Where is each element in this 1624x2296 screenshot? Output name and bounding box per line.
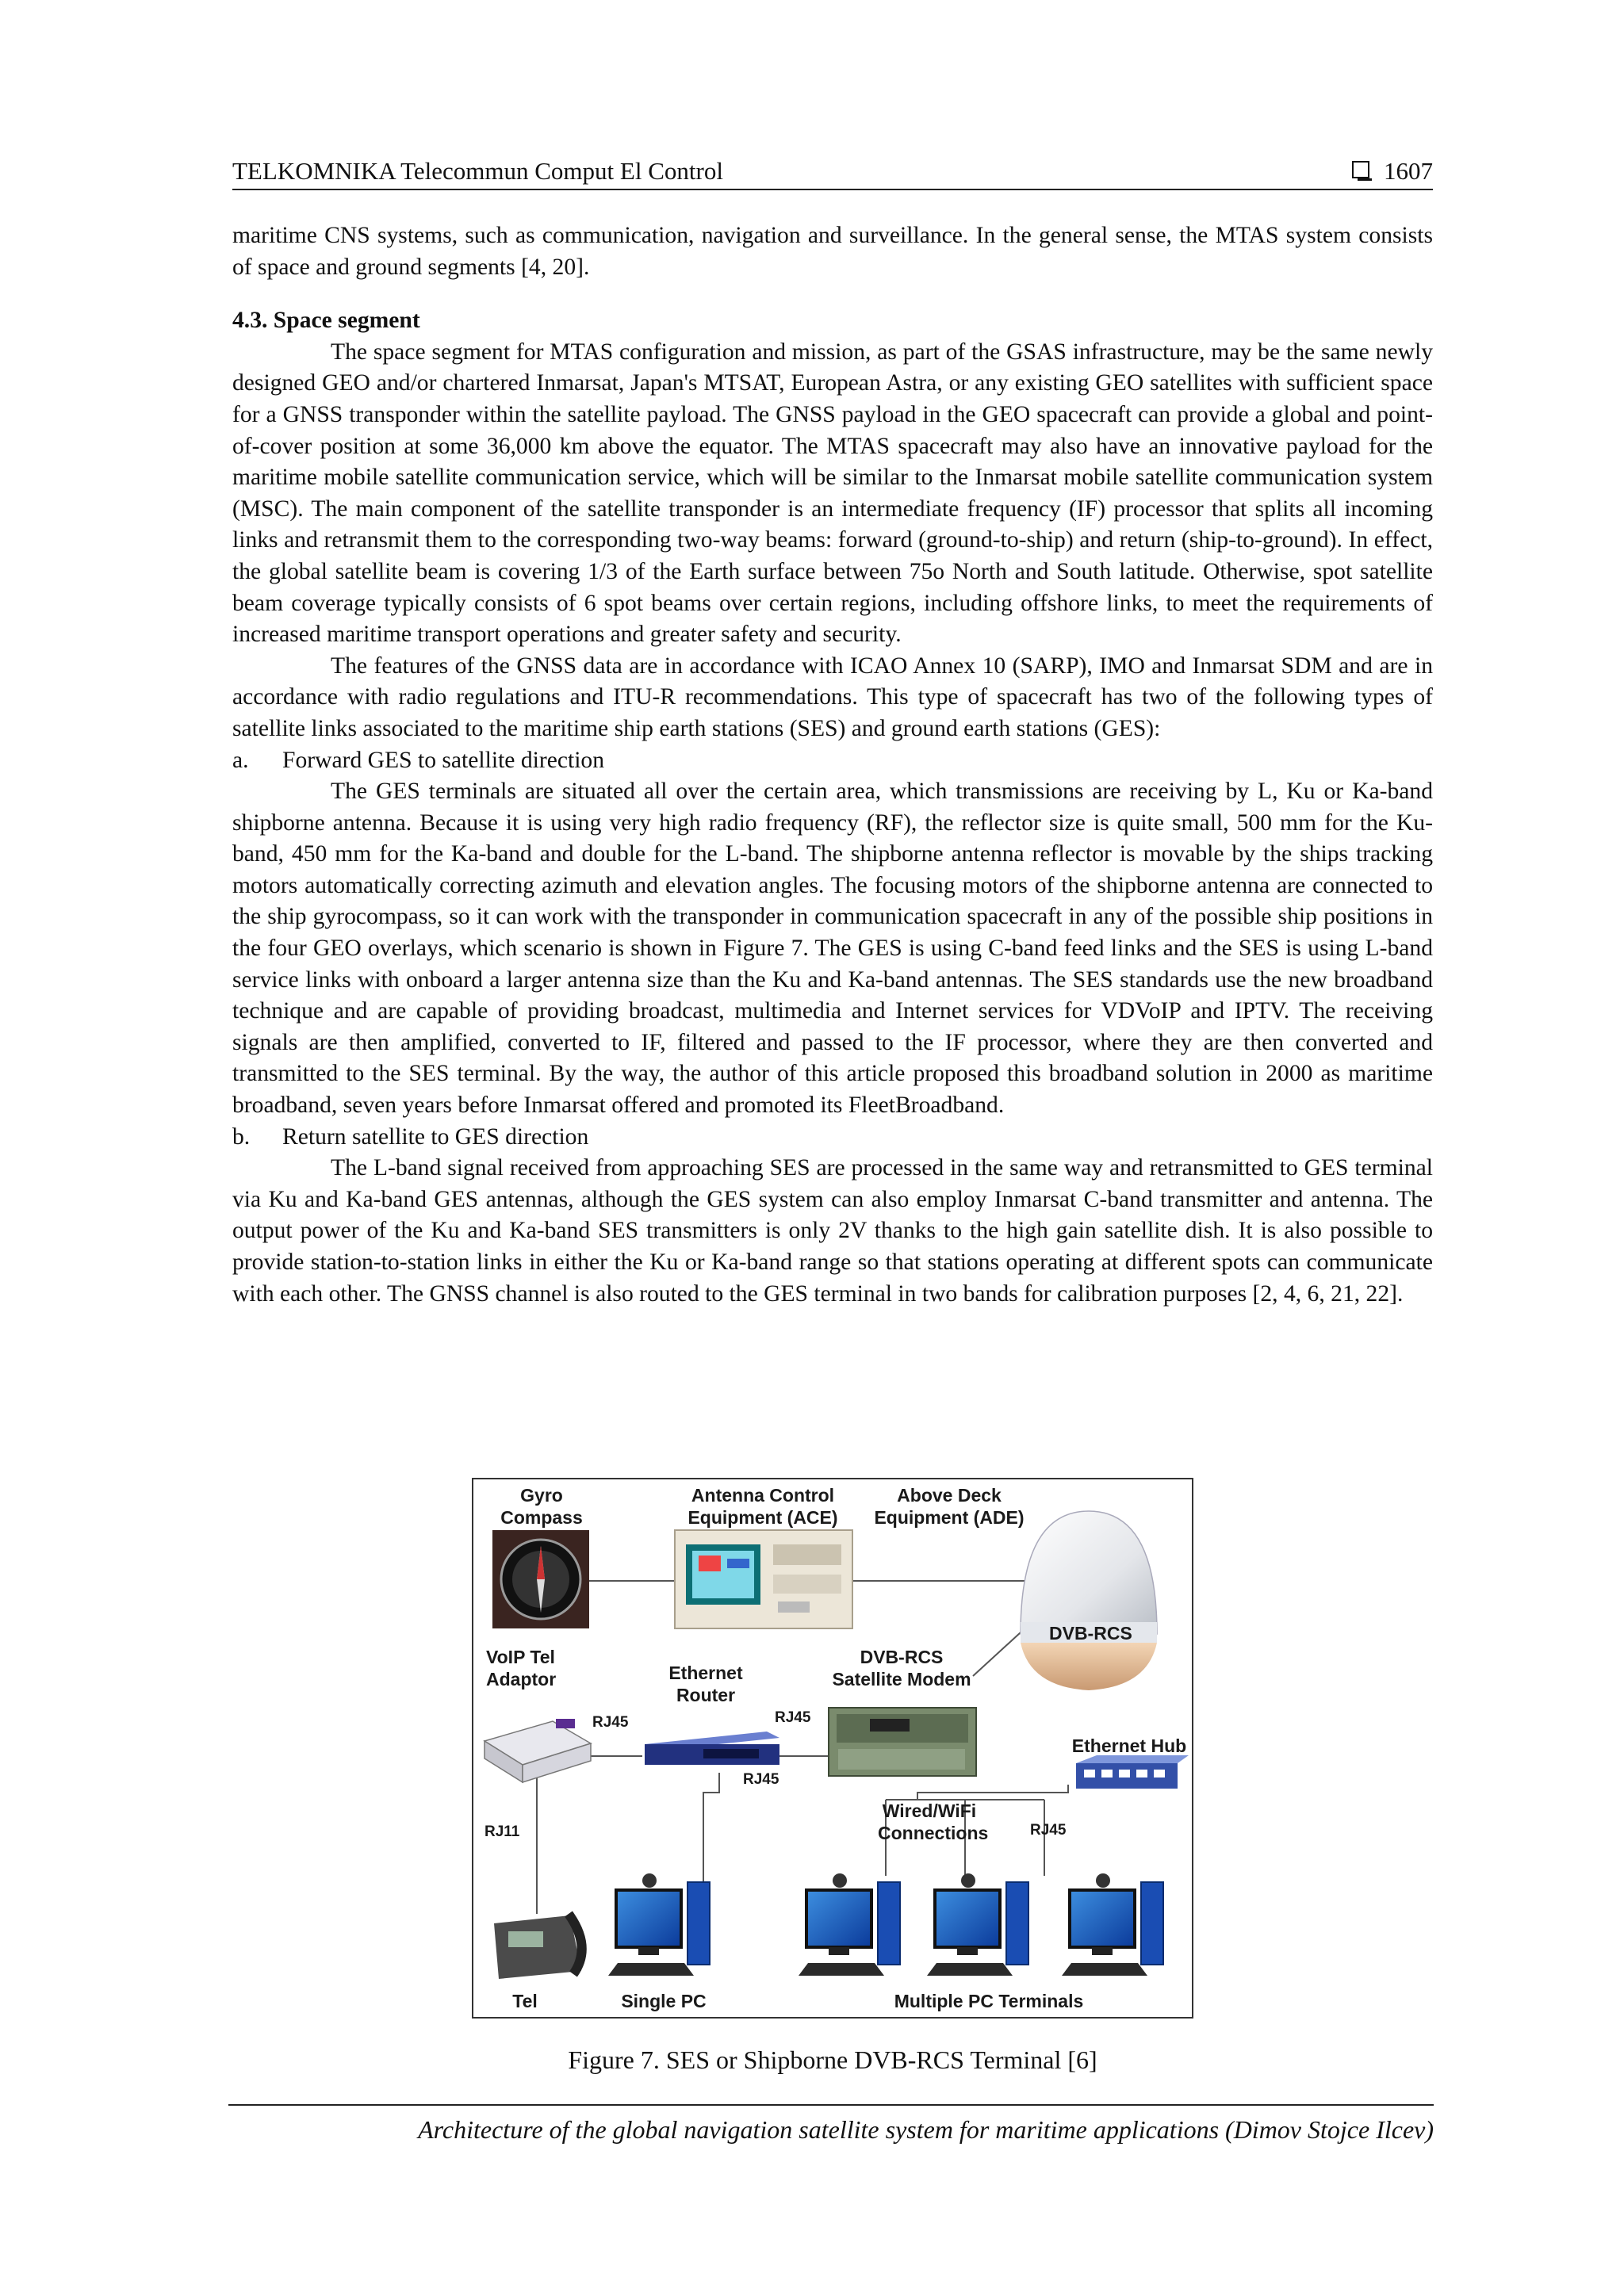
dvb-rcs-radome-icon xyxy=(1021,1511,1157,1690)
label-rj11: RJ11 xyxy=(485,1823,520,1840)
list-text: Return satellite to GES direction xyxy=(282,1123,589,1150)
paragraph: The features of the GNSS data are in accordance with ICAO Annex 10 (SARP), IMO and Inmarsat SDM and are in accordance with radio regulations and ITU-R recommendations. This type of spacecraft has two of the following types of satellite links associated to the maritime ship earth stations (SES) and ground earth stations (GES): xyxy=(232,652,1433,741)
list-marker: b. xyxy=(232,1123,251,1150)
intro-paragraph: maritime CNS systems, such as communication, navigation and surveillance. In the general sense, the MTAS system consists of space and ground segments [4, 20]. xyxy=(232,223,1433,280)
pc-terminal-icon xyxy=(1062,1873,1163,1976)
label-rj45: RJ45 xyxy=(743,1771,779,1788)
paragraph: The L-band signal received from approaching SES are processed in the same way and retransmitted to GES terminal via Ku and Ka-band GES antennas, although the GES system can also employ Inmarsat C-band transmitter and antenna. The output power of the Ku and Ka-band SES transmitters is only 2V thanks to the high gain satellite dish. It is also possible to provide station-to-station links in either the Ku or Ka-band range so that stations operating at different spots can communicate with each other. The GNSS channel is also routed to the GES terminal in two bands for calibration purposes [2, 4, 6, 21, 22]. xyxy=(232,1155,1433,1307)
list-item xyxy=(232,1122,1433,1154)
label-single-pc: Single PC xyxy=(621,1991,707,2011)
label-wired-wifi: Wired/WiFi Connections xyxy=(878,1800,989,1843)
list-text: Forward GES to satellite direction xyxy=(282,747,605,773)
checkbox-glyph-icon xyxy=(1352,161,1369,178)
label-ethernet-router: Ethernet Router xyxy=(668,1663,743,1705)
connection-lines xyxy=(537,1581,1068,1914)
page-number: 1607 xyxy=(1384,157,1433,185)
label-rj45: RJ45 xyxy=(592,1714,629,1731)
pc-terminal-icon xyxy=(799,1873,900,1976)
gyro-compass-icon xyxy=(492,1530,589,1628)
pc-terminal-icon xyxy=(927,1873,1028,1976)
ethernet-hub-icon xyxy=(1076,1755,1189,1789)
footer-text: Architecture of the global navigation satellite system for maritime applications (Dimov Stojce Ilcev) xyxy=(418,2115,1434,2144)
label-dvb-rcs: DVB-RCS xyxy=(1049,1623,1132,1644)
telephone-icon xyxy=(494,1914,582,1979)
journal-name: TELKOMNIKA Telecommun Comput El Control xyxy=(232,157,723,185)
label-multiple-pc: Multiple PC Terminals xyxy=(894,1991,1084,2011)
voip-adaptor-icon xyxy=(485,1719,591,1782)
page-number-block xyxy=(1352,157,1433,186)
label-ade: Above Deck Equipment (ADE) xyxy=(874,1485,1025,1528)
list-item xyxy=(232,745,1433,777)
label-rj45: RJ45 xyxy=(1030,1822,1067,1839)
label-voip-adaptor: VoIP Tel Adaptor xyxy=(486,1647,557,1689)
label-gyro-compass: Gyro Compass xyxy=(500,1485,583,1528)
label-ace: Antenna Control Equipment (ACE) xyxy=(688,1485,838,1528)
article-body xyxy=(232,220,1433,1310)
ethernet-router-icon xyxy=(645,1732,779,1765)
label-ethernet-hub: Ethernet Hub xyxy=(1071,1735,1187,1756)
antenna-control-unit-icon xyxy=(675,1530,852,1628)
label-rj45: RJ45 xyxy=(775,1709,811,1726)
running-header xyxy=(232,155,1433,190)
paragraph: The space segment for MTAS configuration and mission, as part of the GSAS infrastructure, may be the same newly designed GEO and/or chartered Inmarsat, Japan's MTSAT, European Astra, or any existing GEO satellites with sufficient space for a GNSS transponder within the satellite payload. The GNSS payload in the GEO spacecraft can provide a global and point-of-cover position at some 36,000 km above the equator. The MTAS spacecraft may also have an innovative payload for the maritime mobile satellite communication service, which will be similar to the Inmarsat mobile satellite communication system (MSC). The main component of the satellite transponder is an intermediate frequency (IF) processor that splits all incoming links and retransmit them to the corresponding two-way beams: forward (ground-to-ship) and return (ship-to-ground). In effect, the global satellite beam is covering 1/3 of the Earth surface between 75o North and South latitude. Otherwise, spot satellite beam coverage typically consists of 6 spot beams over certain regions, including offshore links, to meet the requirements of increased maritime transport operations and greater safety and security. xyxy=(232,339,1433,648)
section-heading: 4.3. Space segment xyxy=(232,308,420,334)
single-pc-icon xyxy=(608,1873,710,1976)
figure-caption: Figure 7. SES or Shipborne DVB-RCS Terminal [6] xyxy=(568,2045,1097,2074)
satellite-modem-icon xyxy=(829,1708,976,1776)
label-tel: Tel xyxy=(512,1991,538,2011)
list-marker: a. xyxy=(232,747,249,773)
paragraph: The GES terminals are situated all over the certain area, which transmissions are receiving by L, Ku or Ka-band shipborne antenna. Because it is using very high radio frequency (RF), the reflector size is quite small, 500 mm for the Ku-band, 450 mm for the Ka-band and double for the L-band. The shipborne antenna reflector is movable by the ships tracking motors automatically correcting azimuth and elevation angles. The focusing motors of the shipborne antenna are connected to the ship gyrocompass, so it can work with the transponder in communication spacecraft in any of the possible ship positions in the four GEO overlays, which scenario is shown in Figure 7. The GES is using C-band feed links and the SES is using L-band service links with onboard a larger antenna size than the Ku and Ka-band antennas. The SES standards use the new broadband technique and are capable of providing broadcast, multimedia and Internet services for VDVoIP and IPTV. The receiving signals are then amplified, converted to IF, filtered and passed to the IF processor, where they are then converted and transmitted to the SES terminal. By the way, the author of this article proposed this broadband solution in 2000 as maritime broadband, seven years before Inmarsat offered and promoted its FleetBroadband. xyxy=(232,779,1433,1119)
running-footer xyxy=(228,2104,1434,2144)
figure-diagram xyxy=(472,1478,1193,2019)
label-satellite-modem: DVB-RCS Satellite Modem xyxy=(832,1647,971,1689)
